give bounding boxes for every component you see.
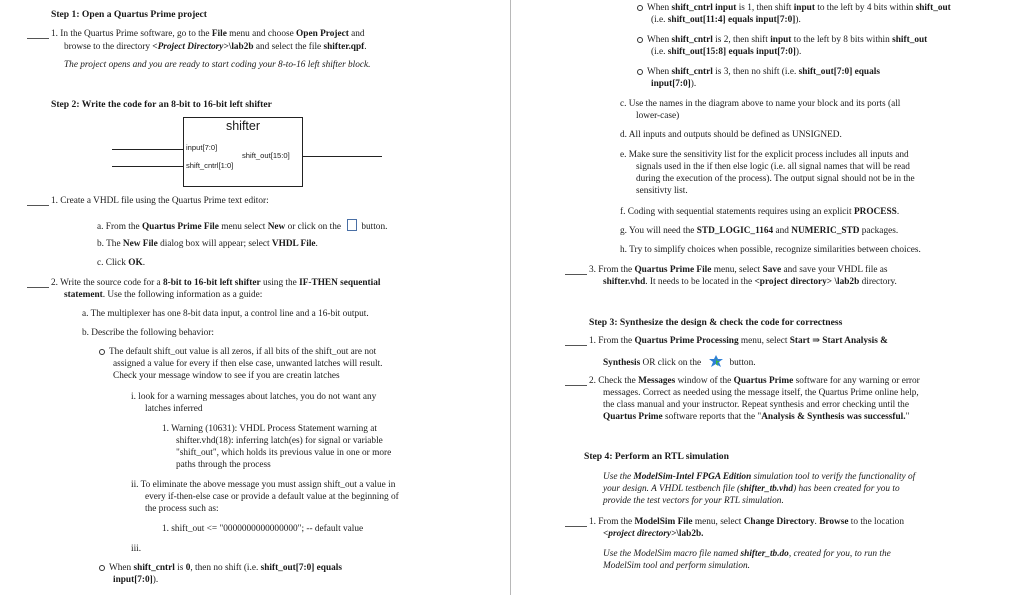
step2-item3	[589, 264, 888, 276]
step2-item3-l2	[603, 276, 897, 288]
text: ).	[795, 47, 802, 57]
text: statement	[64, 290, 103, 300]
step3-item1	[589, 335, 888, 347]
bullet-default-l3: Check your message window to see if you are creatin latches	[113, 371, 340, 381]
warning-text-l4: paths through the process	[176, 460, 271, 470]
text: menu, select	[692, 517, 744, 527]
text: g. You will need the	[620, 226, 697, 236]
item-d: d. All inputs and outputs should be defined as UNSIGNED.	[620, 130, 842, 140]
text: <project directory>	[603, 529, 677, 539]
step3-item2-l4	[603, 411, 909, 423]
text: Start ⇒ Start Analysis &	[789, 336, 888, 346]
bullet-default-l2: assigned a value for every if then else case, unwanted latches will result.	[113, 359, 383, 369]
text: ModelSim-Intel FPGA Edition	[633, 472, 752, 482]
text: to the left by 8 bits within	[791, 35, 893, 45]
text: simulation tool to verify the functionality of	[751, 472, 916, 482]
text: is 2, then shift	[712, 35, 771, 45]
bullet-icon	[637, 69, 643, 75]
text: \lab2b	[832, 277, 860, 287]
text: Browse	[819, 517, 849, 527]
text: .	[315, 239, 318, 249]
text: IF-THEN sequential	[299, 278, 381, 288]
text: 2. Write the source code for a	[51, 278, 164, 288]
text: menu, select	[738, 336, 790, 346]
step4-note	[603, 471, 915, 483]
text: Save	[762, 265, 782, 275]
step2-heading: Step 2: Write the code for an 8-bit to 16-bit left shifter	[51, 99, 272, 110]
text: , then no shift (i.e.	[190, 563, 261, 573]
text: (i.e.	[651, 47, 668, 57]
step4-note-l2	[603, 483, 900, 495]
text: window of the	[675, 376, 734, 386]
item-c: c. Use the names in the diagram above to name your block and its ports (all	[620, 99, 901, 109]
text: When	[647, 35, 672, 45]
step2-item1: 1. Create a VHDL file using the Quartus Prime text editor:	[51, 196, 269, 206]
text: shift_cntrl	[133, 563, 175, 573]
bullet-default	[99, 346, 376, 358]
text: Change Directory	[743, 517, 815, 527]
text: Quartus Prime Processing	[634, 336, 739, 346]
text: c. Click	[97, 258, 129, 268]
checkbox-blank[interactable]	[27, 287, 49, 288]
roman-ii-l2: every if-then-else case or provide a default value at the beginning of	[145, 492, 399, 502]
step3-item1-l2	[603, 355, 756, 369]
warning-text: 1. Warning (10631): VHDL Process Statement warning at	[162, 424, 377, 434]
text: .	[896, 207, 900, 217]
text: 1. In the Quartus Prime software, go to the	[51, 29, 212, 39]
text: New	[267, 222, 286, 232]
text: . It needs to be located in the	[645, 277, 755, 287]
step4-note-l3: provide the test vectors for your RTL simulation.	[603, 496, 784, 506]
column-divider	[510, 0, 511, 595]
step4-item1	[589, 516, 904, 528]
roman-ii-l3: the process such as:	[145, 504, 219, 514]
text: .	[364, 42, 367, 52]
step2-item2-line2	[64, 289, 262, 301]
bullet-cntrl-0-l2	[113, 574, 158, 586]
text: "	[905, 412, 910, 422]
step4-item1-l2	[603, 528, 703, 540]
checkbox-blank[interactable]	[27, 205, 49, 206]
item-e: e. Make sure the sensitivity list for the explicit process includes all inputs and	[620, 150, 909, 160]
text: ).	[152, 575, 159, 585]
text: 1. From the	[589, 336, 635, 346]
roman-i-l2: latches inferred	[145, 404, 203, 414]
text: button.	[729, 358, 756, 368]
text: Quartus Prime File	[141, 222, 219, 232]
text: , created for you, to run the	[788, 549, 891, 559]
text: and	[348, 29, 365, 39]
text: (i.e.	[651, 15, 668, 25]
port-shift-cntrl: shift_cntrl[1:0]	[186, 161, 234, 170]
text: is	[174, 563, 186, 573]
text: directory.	[859, 277, 897, 287]
bullet-icon	[637, 37, 643, 43]
item-g	[620, 225, 898, 237]
bullet-cntrl-3-l2	[651, 78, 696, 90]
item-e-l3: during the execution of the process). The output signal should not be in the	[636, 174, 915, 184]
checkbox-blank[interactable]	[27, 38, 49, 39]
text: is 3, then no shift (i.e.	[712, 67, 799, 77]
text: f. Coding with sequential statements requires using an explicit	[620, 207, 854, 217]
text: input	[770, 35, 792, 45]
step3-item2-l2: messages. Correct as needed using the message itself, the Quartus Prime online help,	[603, 388, 919, 398]
text: and	[773, 226, 792, 236]
text: PROCESS	[853, 207, 897, 217]
text: input	[793, 3, 815, 13]
text: input[7:0]	[113, 575, 153, 585]
text: menu and choose	[226, 29, 297, 39]
text: .	[142, 258, 146, 268]
text: or click on the	[285, 222, 342, 232]
bullet-cntrl-3	[637, 66, 880, 78]
text: shift_out[7:0] equals	[798, 67, 880, 77]
text: shifter.qpf	[323, 42, 365, 52]
text: ).	[690, 79, 697, 89]
item-e-l2: signals used in the if then else logic (i.e. all signal names that will be read	[636, 162, 910, 172]
input-wire	[112, 149, 184, 150]
text: Synthesis	[603, 358, 641, 368]
warning-text-l2: shifter.vhd(18): inferring latch(es) for signal or variable	[176, 436, 383, 446]
step4-heading: Step 4: Perform an RTL simulation	[584, 451, 729, 462]
text: OR click on the	[640, 358, 702, 368]
checkbox-blank[interactable]	[565, 385, 587, 386]
step2-item2	[51, 277, 380, 289]
text: File	[211, 29, 227, 39]
shift-cntrl-wire	[112, 166, 184, 167]
text: Open Project	[296, 29, 349, 39]
step3-item2-l3: the class manual and your instructor. Repeat synthesis and error checking until the	[603, 400, 909, 410]
bullet-cntrl-2	[637, 34, 927, 46]
start-analysis-synthesis-icon[interactable]	[709, 355, 723, 367]
text: VHDL File	[271, 239, 316, 249]
text: When	[647, 67, 672, 77]
bullet-cntrl-1-l2	[651, 14, 801, 26]
text: shift_out	[892, 35, 928, 45]
text: software reports that the "	[662, 412, 762, 422]
text: and select the file	[253, 42, 324, 52]
step3-item2	[589, 375, 920, 387]
text: dialog box will appear; select	[157, 239, 272, 249]
item-c-l2: lower-case)	[636, 111, 680, 121]
text: to the left by 4 bits within	[814, 3, 916, 13]
text: .	[814, 517, 820, 527]
text: When	[647, 3, 672, 13]
step2-item2a: a. The multiplexer has one 8-bit data input, a control line and a 16-bit output.	[82, 309, 369, 319]
text: software for any warning or error	[793, 376, 920, 386]
text: Use the	[603, 472, 634, 482]
text: is 1, then shift	[736, 3, 794, 13]
text: Messages	[638, 376, 676, 386]
text: Use the ModelSim macro file named	[603, 549, 741, 559]
item-e-l4: sensitivty list.	[636, 186, 688, 196]
text: shift_out[15:8] equals input[7:0]	[667, 47, 796, 57]
code-default: 1. shift_out <= "0000000000000000"; -- default value	[162, 524, 364, 534]
step1-note: The project opens and you are ready to start coding your 8-to-16 left shifter block.	[64, 60, 371, 70]
text: 8-bit to 16-bit left shifter	[163, 278, 261, 288]
item-f	[620, 206, 899, 218]
bullet-icon	[637, 5, 643, 11]
text: When	[109, 563, 134, 573]
roman-iii: iii.	[131, 544, 142, 554]
step3-heading: Step 3: Synthesize the design & check the code for correctness	[589, 317, 843, 328]
step2-item1c	[97, 257, 145, 269]
text: \lab2b	[228, 42, 254, 52]
text: The default shift_out value is all zeros, if all bits of the shift_out are not	[109, 347, 377, 357]
checkbox-blank[interactable]	[565, 345, 587, 346]
text: <Project Directory>	[152, 42, 229, 52]
text: to the location	[848, 517, 904, 527]
text: shift_out	[915, 3, 951, 13]
bullet-icon	[99, 565, 105, 571]
text: shifter_tb.vhd	[740, 484, 794, 494]
text: button.	[361, 222, 388, 232]
text: menu, select	[711, 265, 763, 275]
text: . Use the following information as a guide:	[102, 290, 263, 300]
text: menu select	[218, 222, 268, 232]
roman-i: i. look for a warning messages about latches, you do not want any	[131, 392, 377, 402]
output-wire	[302, 156, 382, 157]
text: shift_cntrl	[671, 35, 713, 45]
text: New File	[122, 239, 158, 249]
text: <project directory>	[754, 277, 833, 287]
text: 2. Check the	[589, 376, 639, 386]
text: equals	[314, 563, 342, 573]
text: shift_out[7:0]	[260, 563, 315, 573]
step2-item1b	[97, 238, 318, 250]
warning-text-l3: "shift_out", which holds its previous value in one or more	[176, 448, 392, 458]
text: shift_cntrl input	[671, 3, 737, 13]
step2-item2b: b. Describe the following behavior:	[82, 328, 214, 338]
text: Quartus Prime File	[634, 265, 712, 275]
text: ModelSim File	[634, 517, 693, 527]
checkbox-blank[interactable]	[565, 274, 587, 275]
text: Analysis & Synthesis was successful.	[761, 412, 906, 422]
checkbox-blank[interactable]	[565, 526, 587, 527]
text: OK	[128, 258, 143, 268]
text: shifter_tb.do	[740, 549, 789, 559]
text: Quartus Prime	[733, 376, 794, 386]
item-h: h. Try to simplify choices when possible, recognize similarities between choices.	[620, 245, 921, 255]
text: Quartus Prime	[603, 412, 663, 422]
port-shift-out: shift_out[15:0]	[242, 151, 290, 160]
port-input: input[7:0]	[186, 143, 218, 152]
text: your design. A VHDL testbench file (	[603, 484, 741, 494]
step1-item1	[51, 28, 365, 40]
text: packages.	[859, 226, 899, 236]
text: \lab2b.	[676, 529, 704, 539]
step2-item1a	[97, 219, 387, 233]
text: shifter.vhd	[603, 277, 646, 287]
text: using the	[260, 278, 300, 288]
text: NUMERIC_STD	[791, 226, 860, 236]
text: a. From the	[97, 222, 142, 232]
step4-note2-l2: ModelSim tool and perform simulation.	[603, 561, 750, 571]
bullet-cntrl-0	[99, 562, 342, 574]
text: shift_out[11:4] equals input[7:0]	[667, 15, 796, 25]
text: 0	[185, 563, 191, 573]
step1-heading: Step 1: Open a Quartus Prime project	[51, 9, 207, 20]
text: STD_LOGIC_1164	[696, 226, 774, 236]
text: shift_cntrl	[671, 67, 713, 77]
text: browse to the directory	[64, 42, 153, 52]
step4-note2	[603, 548, 891, 560]
roman-ii: ii. To eliminate the above message you must assign shift_out a value in	[131, 480, 396, 490]
text: ) has been created for you to	[793, 484, 900, 494]
text: input[7:0]	[651, 79, 691, 89]
bullet-cntrl-1	[637, 2, 951, 14]
text: 3. From the	[589, 265, 635, 275]
new-file-icon[interactable]	[347, 219, 357, 231]
text: 1. From the	[589, 517, 635, 527]
text: and save your VHDL file as	[781, 265, 888, 275]
text: b. The	[97, 239, 123, 249]
bullet-cntrl-2-l2	[651, 46, 801, 58]
bullet-icon	[99, 349, 105, 355]
shifter-title: shifter	[225, 119, 261, 133]
step1-item1-line2	[64, 41, 367, 53]
text: ).	[795, 15, 801, 25]
